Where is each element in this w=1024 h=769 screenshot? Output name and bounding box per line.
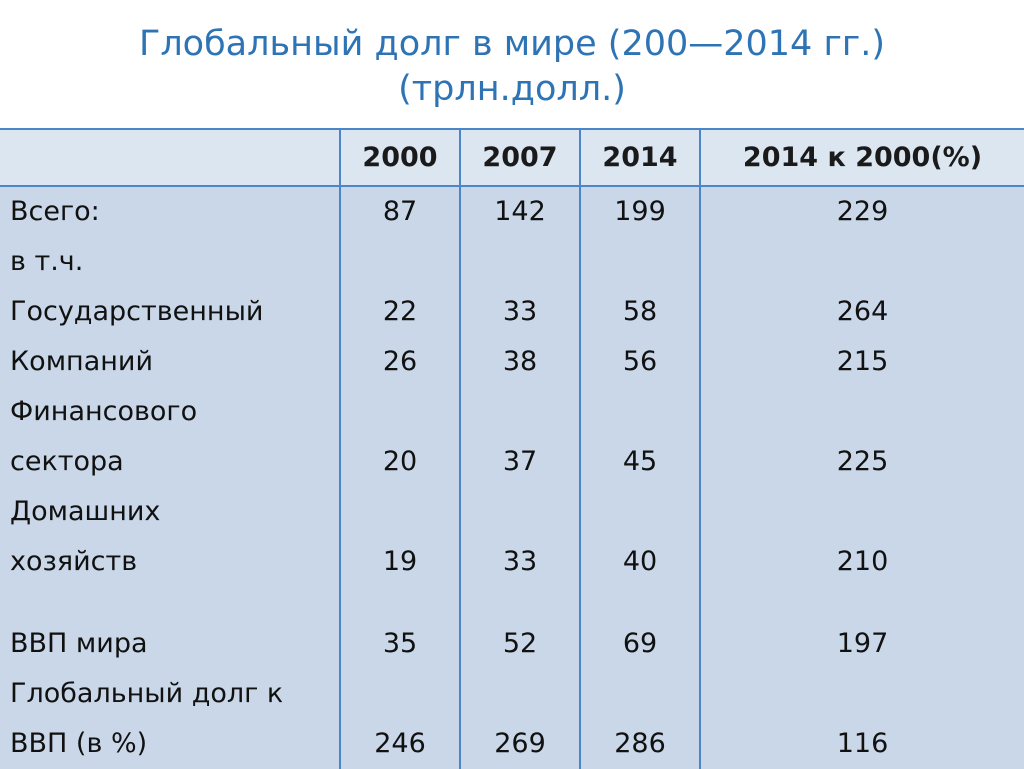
row-label: Всего:: [0, 186, 340, 237]
cell-2000: [340, 487, 460, 537]
cell-ratio: 264: [700, 287, 1024, 337]
cell-2007: 38: [460, 337, 580, 387]
table-row: [0, 537, 1024, 587]
cell-2007: 52: [460, 619, 580, 669]
row-label: ВВП (в %): [0, 719, 340, 769]
cell-2014: 40: [580, 537, 700, 587]
table-row: [0, 387, 1024, 437]
row-label: Домашних: [0, 487, 340, 537]
cell-ratio: [700, 669, 1024, 719]
table-row: [0, 669, 1024, 719]
cell-2000: [340, 669, 460, 719]
column-header-ratio: 2014 к 2000(%): [700, 129, 1024, 186]
cell-ratio: [700, 487, 1024, 537]
cell-ratio: 116: [700, 719, 1024, 769]
cell-2014: 286: [580, 719, 700, 769]
cell-2007: 142: [460, 186, 580, 237]
cell-ratio: 229: [700, 186, 1024, 237]
cell-2007: 37: [460, 437, 580, 487]
table-row: [0, 487, 1024, 537]
cell-ratio: 210: [700, 537, 1024, 587]
column-header-2014: 2014: [580, 129, 700, 186]
table-header-row: [0, 129, 1024, 186]
table-header: [0, 129, 1024, 186]
cell-2007: [460, 669, 580, 719]
cell-2007: [460, 237, 580, 287]
cell-ratio: 197: [700, 619, 1024, 669]
cell-2000: [340, 387, 460, 437]
cell-2000: 19: [340, 537, 460, 587]
cell-2007: 33: [460, 537, 580, 587]
column-header-2000: 2000: [340, 129, 460, 186]
cell-ratio: 225: [700, 437, 1024, 487]
cell-2014: 58: [580, 287, 700, 337]
cell-2000: [340, 237, 460, 287]
debt-table-wrapper: [0, 128, 1024, 769]
cell-2000: 26: [340, 337, 460, 387]
row-label: Глобальный долг к: [0, 669, 340, 719]
table-row: [0, 619, 1024, 669]
cell-2014: 69: [580, 619, 700, 669]
row-label: Компаний: [0, 337, 340, 387]
cell-ratio: 215: [700, 337, 1024, 387]
global-debt-table: [0, 128, 1024, 769]
cell-2000: 22: [340, 287, 460, 337]
page-title: [0, 22, 1024, 112]
cell-2014: [580, 487, 700, 537]
row-label: хозяйств: [0, 537, 340, 587]
row-label: Финансового: [0, 387, 340, 437]
table-row: [0, 337, 1024, 387]
cell-2000: 35: [340, 619, 460, 669]
cell-2007: [460, 587, 580, 619]
cell-2007: 269: [460, 719, 580, 769]
cell-2000: 20: [340, 437, 460, 487]
table-row: [0, 437, 1024, 487]
row-label: в т.ч.: [0, 237, 340, 287]
table-row: [0, 719, 1024, 769]
row-label: сектора: [0, 437, 340, 487]
cell-2014: [580, 587, 700, 619]
cell-2000: [340, 587, 460, 619]
cell-2014: [580, 387, 700, 437]
cell-2007: [460, 487, 580, 537]
cell-2007: 33: [460, 287, 580, 337]
page-title-line1: Глобальный долг в мире (200—2014 гг.): [138, 24, 886, 64]
row-label: [0, 587, 340, 619]
table-row: [0, 186, 1024, 237]
column-header-2007: 2007: [460, 129, 580, 186]
table-row: [0, 287, 1024, 337]
cell-2014: [580, 237, 700, 287]
cell-2014: 199: [580, 186, 700, 237]
cell-ratio: [700, 587, 1024, 619]
cell-ratio: [700, 387, 1024, 437]
row-label: ВВП мира: [0, 619, 340, 669]
cell-2014: 45: [580, 437, 700, 487]
cell-2000: 87: [340, 186, 460, 237]
cell-2000: 246: [340, 719, 460, 769]
page-title-line2: (трлн.долл.): [398, 68, 626, 109]
table-row: [0, 237, 1024, 287]
table-body: [0, 186, 1024, 769]
table-row: [0, 587, 1024, 619]
cell-2007: [460, 387, 580, 437]
cell-ratio: [700, 237, 1024, 287]
row-label: Государственный: [0, 287, 340, 337]
title-block: [0, 0, 1024, 112]
column-header-label: [0, 129, 340, 186]
cell-2014: 56: [580, 337, 700, 387]
cell-2014: [580, 669, 700, 719]
